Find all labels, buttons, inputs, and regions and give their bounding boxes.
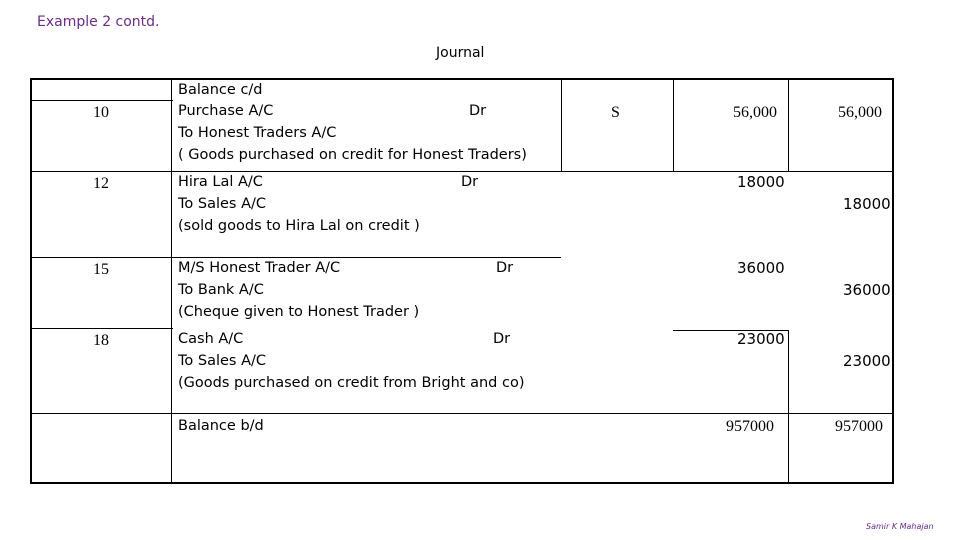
debit-marker: Dr (461, 174, 479, 190)
entry-particulars-line: Cash A/C (178, 331, 244, 347)
credit-amount: 23000 (843, 352, 891, 370)
entry-particulars-line: (Goods purchased on credit from Bright and co) (178, 375, 525, 391)
header-row-line (30, 100, 173, 101)
entry-date: 15 (93, 261, 109, 278)
journal-heading: Journal (436, 45, 485, 61)
entry-particulars-line: M/S Honest Trader A/C (178, 260, 341, 276)
column-divider-lf (673, 78, 674, 171)
entry-date: 18 (93, 332, 109, 349)
column-divider-date (171, 78, 172, 484)
column-divider-debit-lower (788, 330, 789, 484)
entry-particulars-line: To Honest Traders A/C (178, 125, 337, 141)
debit-marker: Dr (496, 260, 514, 276)
debit-amount: 957000 (726, 418, 774, 435)
debit-amount: 23000 (737, 330, 785, 348)
entry-particulars-line: Balance c/d (178, 82, 263, 98)
entry-date: 10 (93, 104, 109, 121)
row-line-3 (30, 328, 173, 329)
entry-particulars-line: (Cheque given to Honest Trader ) (178, 304, 420, 320)
entry-particulars-line: (sold goods to Hira Lal on credit ) (178, 218, 420, 234)
ledger-folio: S (611, 104, 620, 121)
column-divider-debit (788, 78, 789, 171)
entry-particulars-line: To Bank A/C (178, 282, 264, 298)
credit-amount: 56,000 (838, 104, 882, 121)
row-line-4 (30, 413, 894, 414)
credit-amount: 36000 (843, 281, 891, 299)
credit-amount: 18000 (843, 195, 891, 213)
entry-particulars-line: To Sales A/C (178, 353, 267, 369)
entry-particulars-line: Hira Lal A/C (178, 174, 263, 190)
page-title: Example 2 contd. (37, 14, 160, 30)
row-line-2 (30, 257, 173, 258)
column-divider-particulars (561, 78, 562, 171)
debit-marker: Dr (493, 331, 511, 347)
entry-particulars-line: To Sales A/C (178, 196, 267, 212)
author-signature: Samir K Mahajan (866, 522, 934, 531)
debit-amount: 18000 (737, 173, 785, 191)
entry-particulars-line: Purchase A/C (178, 103, 274, 119)
entry-particulars-line: ( Goods purchased on credit for Honest Traders) (178, 147, 527, 163)
debit-amount: 56,000 (733, 104, 777, 121)
debit-amount: 36000 (737, 259, 785, 277)
entry-date: 12 (93, 175, 109, 192)
debit-marker: Dr (469, 103, 487, 119)
credit-amount: 957000 (835, 418, 883, 435)
entry-particulars-line: Balance b/d (178, 418, 264, 434)
